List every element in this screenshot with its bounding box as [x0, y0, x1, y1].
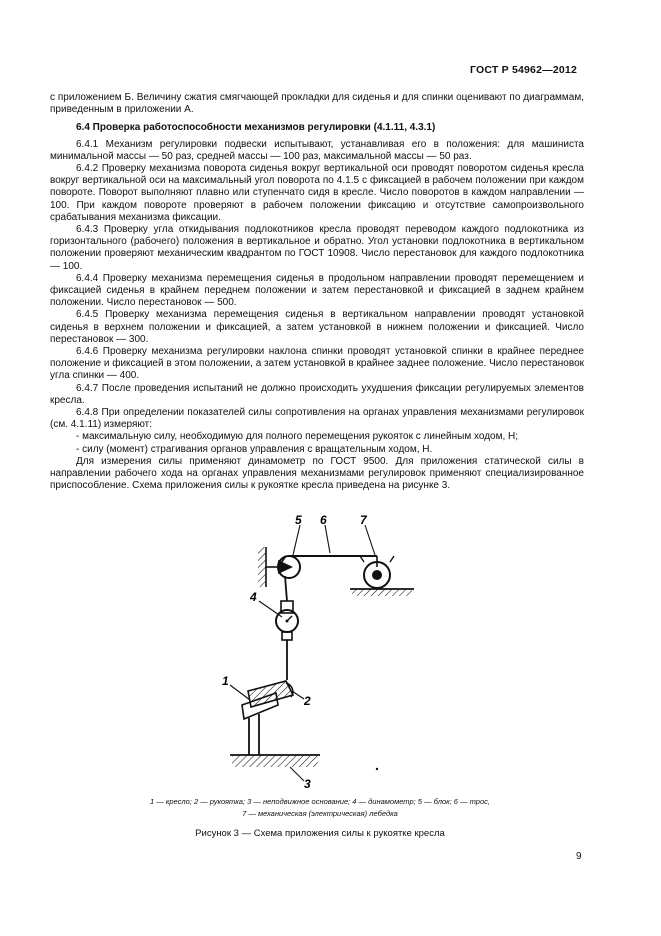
label-2: 2	[304, 694, 311, 708]
label-7: 7	[360, 513, 367, 527]
document-body	[50, 92, 584, 493]
figure-legend	[100, 796, 540, 820]
label-6: 6	[320, 513, 327, 527]
paragraph-6-4-3: 6.4.3 Проверку угла откидывания подлокотников кресла проводят переводом каждого подлокотника из горизонтального (рабочего) положения в вертикальное и обратно. Угол установки подлокотника в вертикальном положении проверяют механическим квадрантом по ГОСТ 10908. Число перестановок для каждого подлокотника — 100.	[50, 224, 584, 272]
paragraph-6-4-6: 6.4.6 Проверку механизма регулировки наклона спинки проводят установкой спинки в крайнее переднее положение и фиксацией в этом положении, а затем установкой в крайнее заднее положение. Число перестановок угла спинки — 400.	[50, 346, 584, 382]
label-5: 5	[295, 513, 302, 527]
force-scheme-drawing	[200, 505, 460, 795]
label-4: 4	[250, 590, 257, 604]
paragraph-6-4-2: 6.4.2 Проверку механизма поворота сиденья вокруг вертикальной оси проводят поворотом сиденья кресла вокруг вертикальной оси на максимальный угол поворота по 4.1.5 с фиксацией в рабочем положении при каждом повороте. Поворот выполняют плавно или ступенчато сидя в кресле. Число поворотов в каждом направлении — 100. При каждом повороте проверяют в рабочем положении фиксацию и отсутствие самопроизвольного срабатывания механизма фиксации.	[50, 163, 584, 223]
legend-line-1: 1 — кресло; 2 — рукоятка; 3 — неподвижное основание; 4 — динамометр; 5 — блок; 6 — трос,	[150, 797, 490, 806]
figure-3-diagram	[200, 505, 460, 795]
paragraph-6-4-7: 6.4.7 После проведения испытаний не должно происходить ухудшения фиксации регулируемых элементов кресла.	[50, 382, 584, 406]
bullet-item-2: - силу (момент) страгивания органов управления с вращательным ходом, Н.	[76, 443, 433, 455]
paragraph-6-4-4: 6.4.4 Проверку механизма перемещения сиденья в продольном направлении проводят перемещением и фиксацией сиденья в крайнем переднем положении и затем перестановкой и фиксацией в заднем крайнем положении. Число перестановок — 500.	[50, 272, 584, 309]
page-number: 9	[576, 851, 582, 862]
label-3: 3	[304, 777, 311, 791]
seat-handle	[248, 681, 293, 707]
legend-line-2: 7 — механическая (электрическая) лебедка	[242, 809, 398, 818]
figure-caption: Рисунок 3 — Схема приложения силы к рукоятке кресла	[195, 828, 445, 839]
paragraph-measurement: Для измерения силы применяют динамометр по ГОСТ 9500. Для приложения статической силы в направлении рабочего хода на органах управления механизмами регулировок применяют специализированное приспособление. Схема приложения силы к рукоятке кресла приведена на рисунке 3.	[50, 455, 584, 492]
fixed-base-hatching	[232, 755, 318, 767]
paragraph-6-4-8: 6.4.8 При определении показателей силы сопротивления на органах управления механизмами регулировок (см. 4.1.11) измеряют:	[50, 407, 584, 431]
section-title: 6.4 Проверка работоспособности механизмов регулировки (4.1.11, 4.3.1)	[76, 122, 436, 134]
winch-base-hatching	[352, 589, 412, 596]
paragraph-6-4-5: 6.4.5 Проверку механизма перемещения сиденья в вертикальном направлении проводят установкой сиденья в верхнем положении и фиксацией, а затем установкой в нижнем положении и фиксацией. Число перестановок — 300.	[50, 309, 584, 345]
bullet-item-1: - максимальную силу, необходимую для полного перемещения рукояток с линейным ходом, Н;	[76, 431, 519, 443]
label-1: 1	[222, 674, 229, 688]
intro-paragraph: с приложением Б. Величину сжатия смягчающей прокладки для сиденья и для спинки оценивают по диаграммам, приведенным в приложении А.	[50, 92, 584, 116]
wall-hatching	[258, 547, 266, 587]
document-header: ГОСТ Р 54962—2012	[469, 64, 577, 76]
paragraph-6-4-1: 6.4.1 Механизм регулировки подвески испытывают, устанавливая его в положения: для машиниста минимальной массы — 50 раз, средней массы — 100 раз, максимальной массы — 50 раз.	[50, 138, 584, 162]
